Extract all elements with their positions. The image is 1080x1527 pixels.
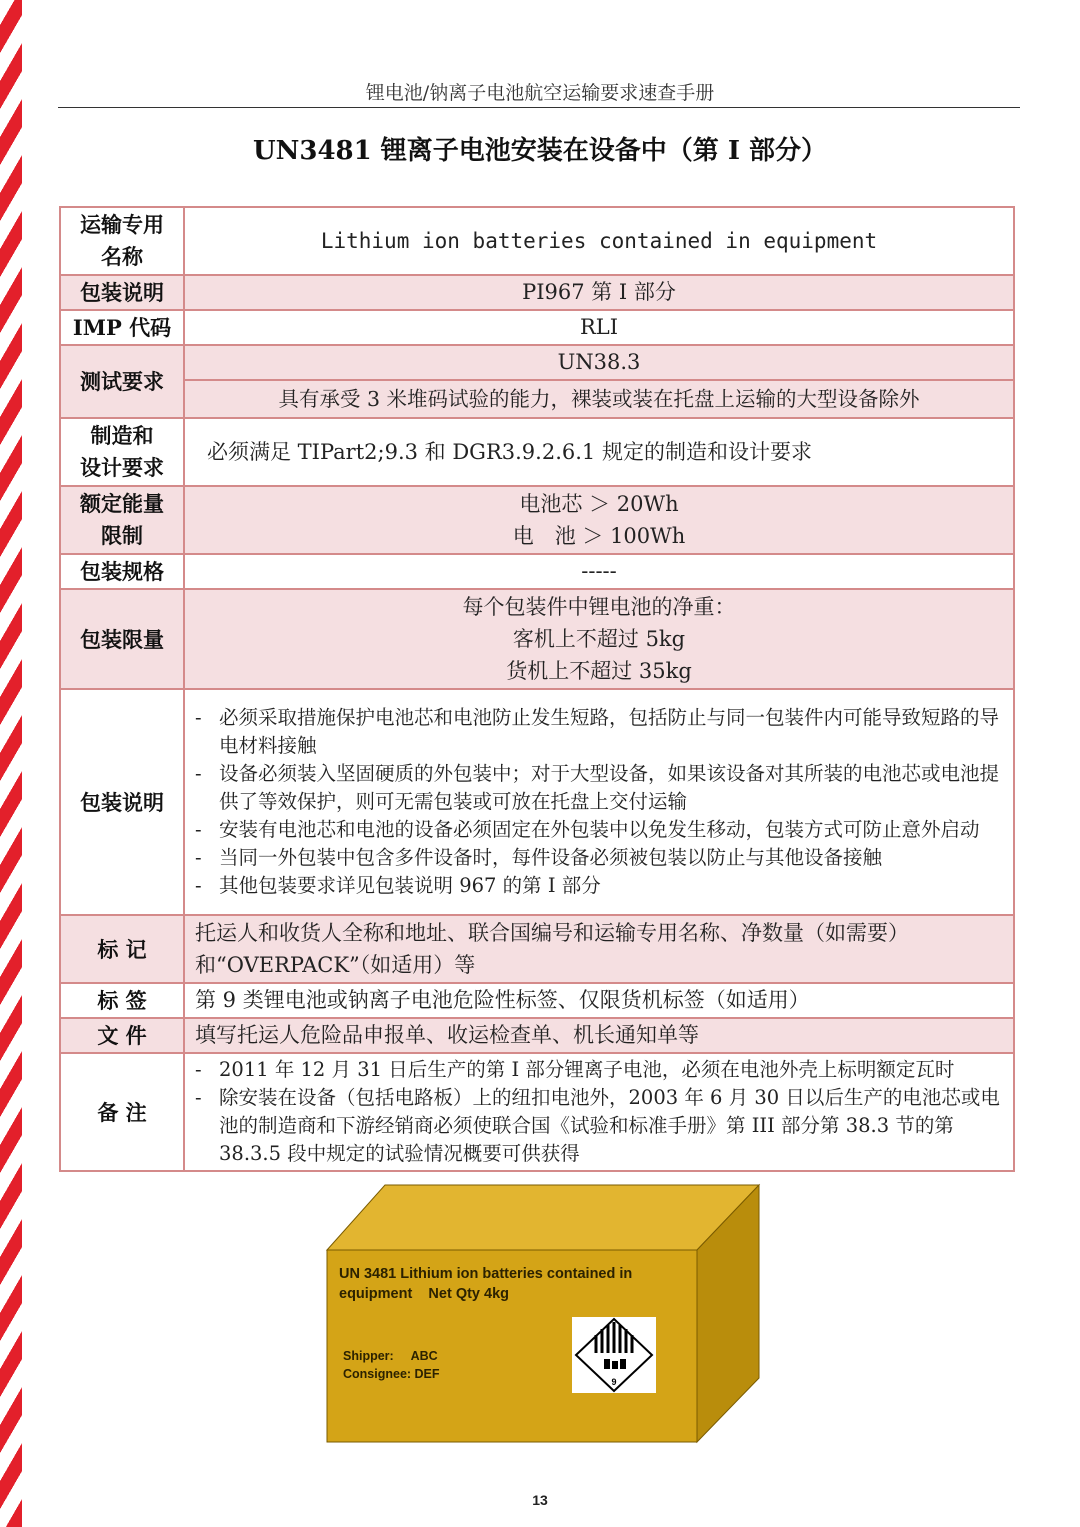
list-item: - 其他包装要求详见包装说明 967 的第 I 部分 [195, 872, 1005, 900]
hazard-diamond-icon [572, 1317, 656, 1393]
shipper-line: Shipper: ABC [343, 1349, 438, 1363]
energy-limit-value: 电池芯 ＞ 20Wh 电 池 ＞ 100Wh [184, 486, 1014, 554]
labels-value: 第 9 类锂电池或钠离子电池危险性标签、仅限货机标签（如适用） [184, 983, 1014, 1018]
row-label: 标 签 [60, 983, 184, 1018]
marking-value: 托运人和收货人全称和地址、联合国编号和运输专用名称、净数量（如需要）和“OVERPACK”（如适用）等 [184, 915, 1014, 983]
row-label: 测试要求 [60, 345, 184, 418]
packing-notes-list [185, 702, 1013, 902]
design-value: 必须满足 TIPart2;9.3 和 DGR3.9.2.6.1 规定的制造和设计要求 [184, 418, 1014, 486]
shipping-name-value: Lithium ion batteries contained in equipment [184, 207, 1014, 275]
row-label: 标 记 [60, 915, 184, 983]
box-shipping-label [339, 1264, 639, 1304]
list-item: - 设备必须装入坚固硬质的外包装中；对于大型设备，如果该设备对其所装的电池芯或电池提供了等效保护，则可无需包装或可放在托盘上交付运输 [195, 760, 1005, 816]
row-label: 额定能量 限制 [60, 486, 184, 554]
packing-notes-cell [184, 689, 1014, 915]
list-item: - 必须采取措施保护电池芯和电池防止发生短路，包括防止与同一包装件内可能导致短路的导电材料接触 [195, 704, 1005, 760]
running-header: 锂电池/钠离子电池航空运输要求速查手册 [365, 82, 715, 104]
row-label: 包装限量 [60, 589, 184, 689]
table-row [60, 310, 1014, 345]
quantity-limit-value: 每个包装件中锂电池的净重： 客机上不超过 5kg 货机上不超过 35kg [184, 589, 1014, 689]
test-value-2: 具有承受 3 米堆码试验的能力，裸装或装在托盘上运输的大型设备除外 [184, 380, 1014, 418]
test-value-1: UN38.3 [184, 345, 1014, 380]
table-row [60, 915, 1014, 983]
row-label: 运输专用 名称 [60, 207, 184, 275]
box-drawing [325, 1180, 765, 1445]
requirements-table [59, 206, 1015, 1172]
consignee-line: Consignee: DEF [343, 1367, 440, 1381]
row-label: 包装说明 [60, 689, 184, 915]
row-label: 备 注 [60, 1053, 184, 1171]
row-label: 包装说明 [60, 275, 184, 310]
packing-instruction-value: PI967 第 I 部分 [184, 275, 1014, 310]
table-row [60, 486, 1014, 554]
remarks-list [185, 1054, 1013, 1170]
table-row [60, 418, 1014, 486]
table-row [60, 380, 1014, 418]
hazard-stripe-border [0, 0, 22, 1527]
remarks-cell [184, 1053, 1014, 1171]
table-row [60, 345, 1014, 380]
row-label: IMP 代码 [60, 310, 184, 345]
table-row [60, 207, 1014, 275]
table-row [60, 589, 1014, 689]
documents-value: 填写托运人危险品申报单、收运检查单、机长通知单等 [184, 1018, 1014, 1053]
box-label-line: UN 3481 Lithium ion batteries contained in [339, 1266, 633, 1282]
box-top-face [327, 1185, 759, 1250]
page-title: UN3481 锂离子电池安装在设备中（第 I 部分） [252, 136, 828, 166]
row-label: 文 件 [60, 1018, 184, 1053]
table-row [60, 1018, 1014, 1053]
table-row [60, 1053, 1014, 1171]
table-row [60, 983, 1014, 1018]
package-illustration [325, 1180, 765, 1445]
table-row [60, 689, 1014, 915]
list-item: - 安装有电池芯和电池的设备必须固定在外包装中以免发生移动，包装方式可防止意外启动 [195, 816, 1005, 844]
table-row [60, 275, 1014, 310]
packing-spec-value: ----- [184, 554, 1014, 589]
page-number: 13 [532, 1492, 548, 1508]
list-item: - 当同一外包装中包含多件设备时，每件设备必须被包装以防止与其他设备接触 [195, 844, 1005, 872]
table-row [60, 554, 1014, 589]
row-label: 制造和 设计要求 [60, 418, 184, 486]
class-number: 9 [611, 1377, 617, 1387]
class-9-hazard-label [572, 1317, 656, 1393]
list-item: - 除安装在设备（包括电路板）上的纽扣电池外，2003 年 6 月 30 日以后生产的电池芯或电池的制造商和下游经销商必须使联合国《试验和标准手册》第 III 部分第 38.3 节的第 38.3.5 段中规定的试验情况概要可供获得 [195, 1084, 1005, 1168]
imp-code-value: RLI [184, 310, 1014, 345]
list-item: - 2011 年 12 月 31 日后生产的第 I 部分锂离子电池，必须在电池外壳上标明额定瓦时 [195, 1056, 1005, 1084]
box-shipper-info [343, 1347, 543, 1383]
header-divider [58, 107, 1020, 108]
row-label: 包装规格 [60, 554, 184, 589]
box-label-line: equipment Net Qty 4kg [339, 1286, 509, 1302]
